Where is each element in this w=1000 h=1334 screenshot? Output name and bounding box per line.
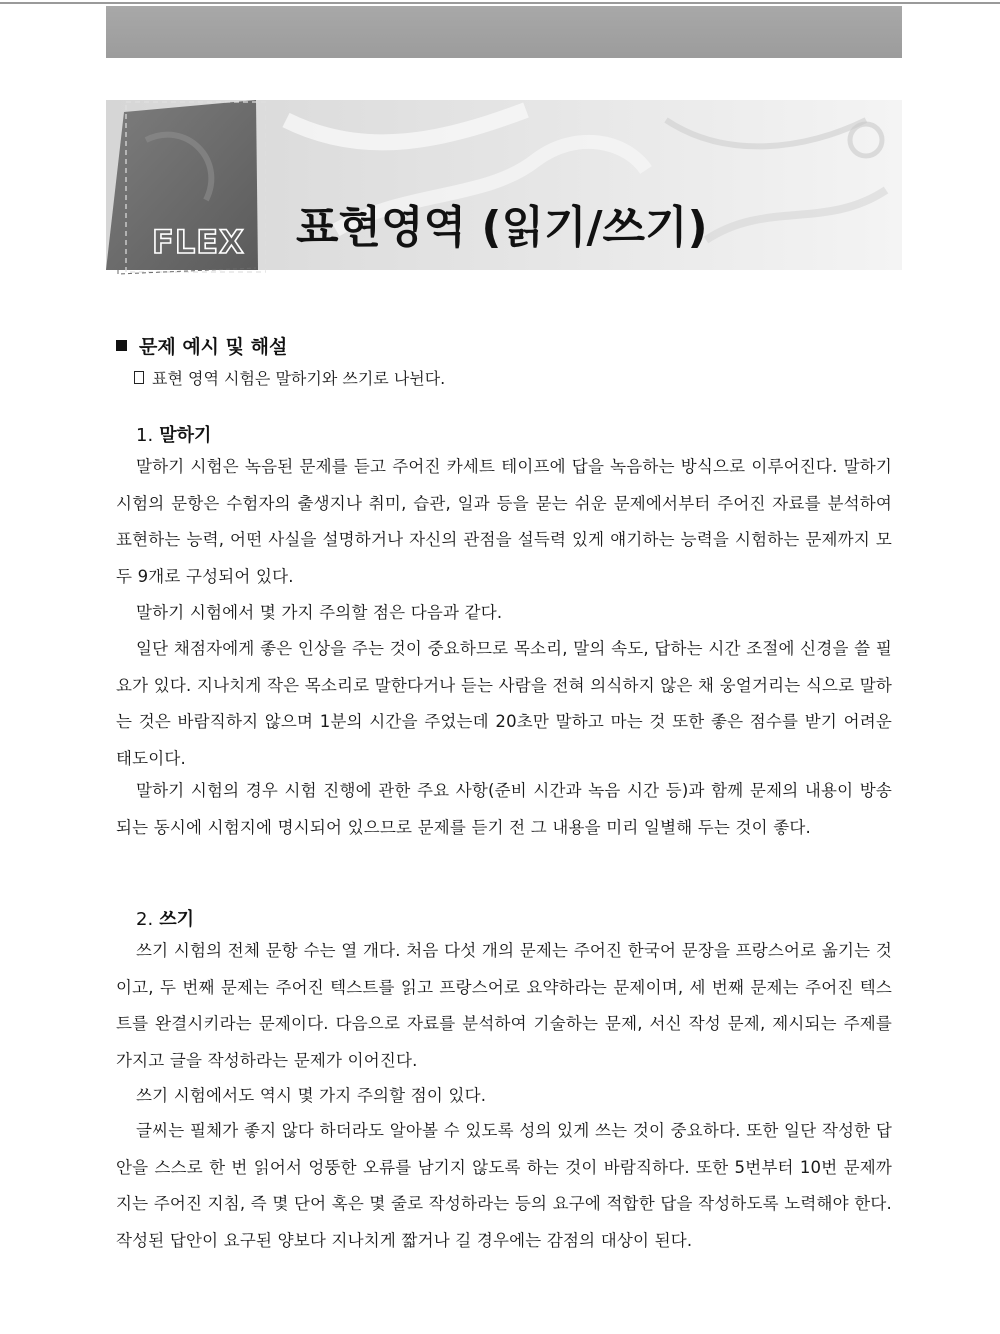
intro-text: 표현 영역 시험은 말하기와 쓰기로 나뉜다. (152, 369, 446, 388)
flex-logo: FLEX (152, 223, 245, 261)
header-band (106, 6, 902, 58)
top-rule (0, 2, 1000, 4)
checkbox-bullet-icon (134, 371, 144, 384)
paragraph: 말하기 시험에서 몇 가지 주의할 점은 다음과 같다. (136, 603, 503, 622)
subheading-title: 말하기 (159, 425, 212, 446)
paragraph: 일단 채점자에게 좋은 인상을 주는 것이 중요하므로 목소리, 말의 속도, 답하는 시간 조절에 신경을 쓸 필요가 있다. 지나치게 작은 목소리로 말한다거나 듣는 사람을 전혀 의식하지 않은 채 웅얼거리는 식으로 말하는 것은 바람직하지 않으며 1분의 시간을 주었는데 20초만 말하고 마는 것 또한 좋은 점수를 받기 어려운 태도이다. (116, 639, 892, 768)
section-heading-text: 문제 예시 및 해설 (139, 336, 288, 358)
subheading-number: 1. (136, 425, 154, 446)
paragraph: 말하기 시험은 녹음된 문제를 듣고 주어진 카세트 테이프에 답을 녹음하는 방식으로 이루어진다. 말하기 시험의 문항은 수험자의 출생지나 취미, 습관, 일과 등을 묻는 쉬운 문제에서부터 주어진 자료를 분석하여 표현하는 능력, 어떤 사실을 설명하거나 자신의 관점을 설득력 있게 얘기하는 능력을 시험하는 문제까지 모두 9개로 구성되어 있다. (116, 457, 892, 586)
paragraph: 글씨는 필체가 좋지 않다 하더라도 알아볼 수 있도록 성의 있게 쓰는 것이 중요하다. 또한 일단 작성한 답안을 스스로 한 번 읽어서 엉뚱한 오류를 남기지 않도록 하는 것이 바람직하다. 또한 5번부터 10번 문제까지는 주어진 지침, 즉 몇 단어 혹은 몇 줄로 작성하라는 등의 요구에 적합한 답을 작성하도록 노력해야 한다. 작성된 답안이 요구된 양보다 지나치게 짧거나 길 경우에는 감점의 대상이 된다. (116, 1121, 892, 1250)
paragraph: 쓰기 시험에서도 역시 몇 가지 주의할 점이 있다. (136, 1086, 487, 1105)
subheading-number: 2. (136, 909, 154, 930)
subheading-writing (136, 905, 194, 931)
paragraph: 말하기 시험의 경우 시험 진행에 관한 주요 사항(준비 시간과 녹음 시간 등)과 함께 문제의 내용이 방송되는 동시에 시험지에 명시되어 있으므로 문제를 듣기 전 그 내용을 미리 일별해 두는 것이 좋다. (116, 781, 892, 837)
subheading-title: 쓰기 (159, 909, 194, 930)
section-heading (116, 332, 287, 359)
chapter-title: 표현영역 (읽기/쓰기) (296, 202, 708, 253)
intro-line (134, 366, 445, 389)
square-bullet-icon (116, 340, 127, 351)
subheading-speaking (136, 421, 211, 447)
paragraph: 쓰기 시험의 전체 문항 수는 열 개다. 처음 다섯 개의 문제는 주어진 한국어 문장을 프랑스어로 옮기는 것이고, 두 번째 문제는 주어진 텍스트를 읽고 프랑스어로 요약하라는 문제이며, 세 번째 문제는 주어진 텍스트를 완결시키라는 문제이다. 다음으로 자료를 분석하여 기술하는 문제, 서신 작성 문제, 제시되는 주제를 가지고 글을 작성하라는 문제가 이어진다. (116, 941, 892, 1070)
